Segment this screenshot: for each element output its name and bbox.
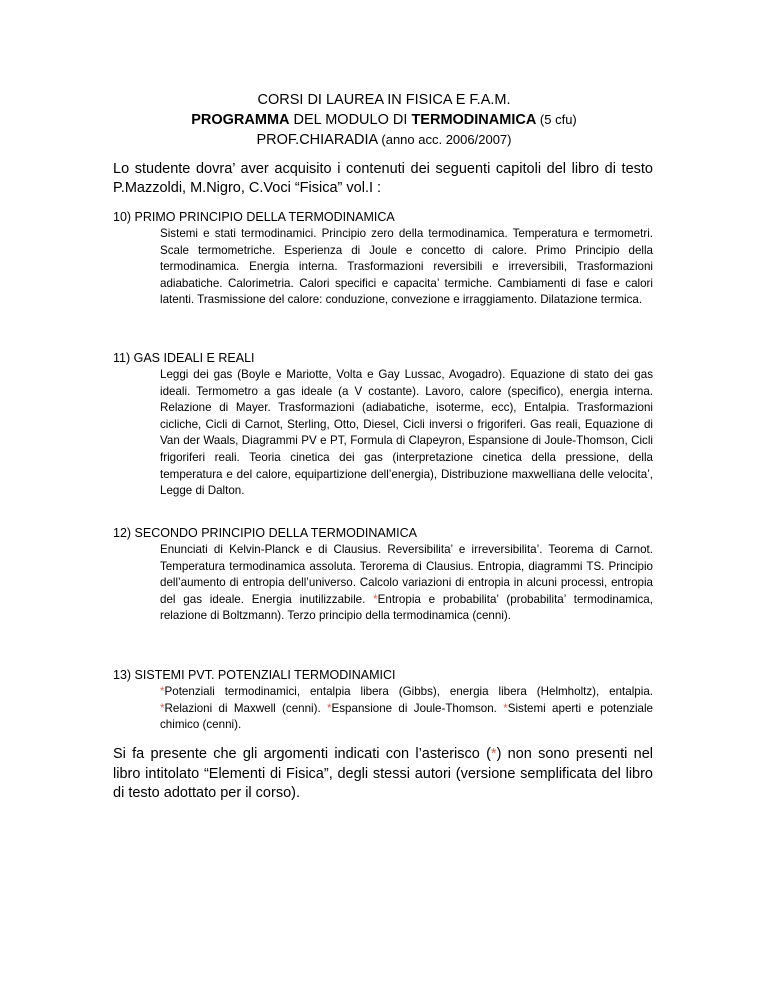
asterisk-marker: * [327, 701, 332, 715]
asterisk-marker: * [490, 746, 497, 762]
asterisk-marker: * [373, 592, 378, 606]
document-header [0, 90, 768, 150]
section-body [160, 542, 653, 625]
header-course-line: CORSI DI LAUREA IN FISICA E F.A.M. [257, 92, 511, 108]
section-secondo-principio [113, 525, 653, 625]
header-professor: PROF.CHIARADIA [256, 132, 382, 148]
section-sistemi-pvt [113, 667, 653, 734]
section-body-text: Potenziali termodinamici, entalpia libera (Gibbs), energia libera (Helmholtz), entalpia. [164, 685, 653, 698]
section-body: Leggi dei gas (Boyle e Mariotte, Volta e Gay Lussac, Avogadro). Equazione di stato dei gas ideali. Termometro a gas ideale (a V costante). Lavoro, calore (specifico), energia interna. Relazione di Mayer. Trasformazioni (adiabatiche, isoterme, ecc), Entalpia. Trasformazioni cicliche, Cicli di Carnot, Sterling, Otto, Diesel, Cicli inversi o frigoriferi. Gas reali, Equazione di Van der Waals, Diagrammi PV e PT, Formula di Clapeyron, Espansione di Joule-Thomson, Cicli frigoriferi reali. Teoria cinetica dei gas (interpretazione cinetica della pressione, della temperatura e del calore, equipartizione dell’energia), Distribuzione maxwelliana delle velocita’, Legge di Dalton. [160, 368, 653, 498]
header-cfu: (5 cfu) [536, 112, 577, 127]
header-professor-line [0, 130, 768, 150]
asterisk-marker: * [160, 701, 165, 715]
intro-paragraph: Lo studente dovra’ aver acquisito i contenuti dei seguenti capitoli del libro di testo P.Mazzoldi, M.Nigro, C.Voci “Fisica” vol.I : [113, 161, 653, 196]
section-gas-ideali [113, 350, 653, 500]
section-body-text: Relazioni di Maxwell (cenni). [164, 701, 328, 715]
section-title: 13) SISTEMI PVT. POTENZIALI TERMODINAMICI [113, 668, 396, 682]
footer-note [113, 745, 653, 804]
asterisk-marker: * [160, 685, 165, 698]
asterisk-marker: * [503, 701, 508, 715]
header-module-text: DEL MODULO DI [289, 112, 412, 128]
footer-text: Si fa presente che gli argomenti indicati con l’asterisco ( [113, 746, 491, 762]
section-body-text: Entropia e probabilita’ (probabilita’ termodinamica, relazione di Boltzmann). Terzo principio della termodinamica (cenni). [160, 592, 653, 623]
section-body: Sistemi e stati termodinamici. Principio zero della termodinamica. Temperatura e termometri. Scale termometriche. Esperienza di Joule e concetto di calore. Primo Principio della termodinamica. Energia interna. Trasformazioni reversibili e irreversibili, Trasformazioni adiabatiche. Calorimetria. Calori specifici e capacita’ termiche. Cambiamenti di fase e calori latenti. Trasmissione del calore: conduzione, convezione e irraggiamento. Dilatazione termica. [160, 227, 653, 307]
section-title: 12) SECONDO PRINCIPIO DELLA TERMODINAMICA [113, 526, 417, 540]
section-body-text: Sistemi aperti e potenziale chimico (cenni). [160, 701, 653, 732]
section-title: 10) PRIMO PRINCIPIO DELLA TERMODINAMICA [113, 210, 395, 224]
header-subject: TERMODINAMICA [411, 112, 537, 128]
footer-text: ) non sono presenti nel libro intitolato “Elementi di Fisica”, degli stessi autori (versione semplificata del libro di testo adottato per il corso). [113, 746, 654, 801]
section-primo-principio [113, 209, 653, 309]
header-academic-year: (anno acc. 2006/2007) [381, 132, 512, 147]
section-body-text: Enunciati di Kelvin-Planck e di Clausius. Reversibilita’ e irreversibilita’. Teorema di Carnot. Temperatura termodinamica assoluta. Terorema di Clausius. Entropia, diagrammi TS. Principio dell’aumento di entropia dell’universo. Calcolo variazioni di entropia in alcuni processi, entropia del gas ideale. Energia inutilizzabile. [160, 543, 653, 606]
header-program-line [0, 110, 768, 130]
section-body-text: Espansione di Joule-Thomson. [331, 701, 504, 715]
section-body [160, 684, 653, 734]
section-title: 11) GAS IDEALI E REALI [113, 351, 255, 365]
header-program-word: PROGRAMMA [191, 112, 290, 128]
